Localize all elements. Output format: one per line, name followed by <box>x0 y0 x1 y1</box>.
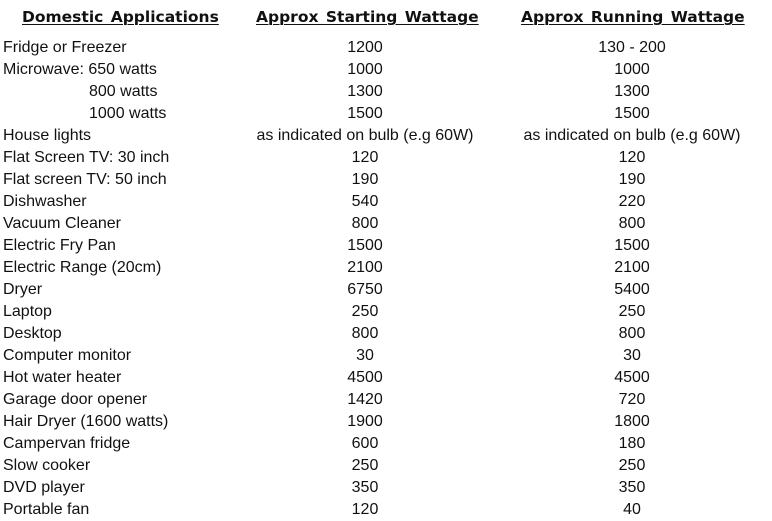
starting-wattage: 1500 <box>347 105 383 122</box>
appliance-name: Hot water heater <box>3 369 122 386</box>
table-row <box>0 235 772 257</box>
table-row <box>0 455 772 477</box>
starting-wattage: as indicated on bulb (e.g 60W) <box>256 127 474 144</box>
table-row <box>0 345 772 367</box>
table-row <box>0 301 772 323</box>
header-starting-wattage: Approx Starting Wattage <box>256 8 479 26</box>
table-row <box>0 389 772 411</box>
running-wattage: 800 <box>618 215 646 232</box>
running-wattage: 1500 <box>614 105 650 122</box>
starting-wattage: 600 <box>351 435 379 452</box>
appliance-name: 1000 watts <box>89 105 167 122</box>
table-row <box>0 213 772 235</box>
running-wattage: 180 <box>618 435 646 452</box>
starting-wattage: 1000 <box>347 61 383 78</box>
running-wattage: 120 <box>618 149 646 166</box>
table-row <box>0 279 772 301</box>
starting-wattage: 540 <box>351 193 379 210</box>
appliance-name: Flat screen TV: 50 inch <box>3 171 167 188</box>
starting-wattage: 1500 <box>347 237 383 254</box>
table-body <box>0 37 772 521</box>
running-wattage: 250 <box>618 457 646 474</box>
table-header <box>0 6 772 30</box>
starting-wattage: 4500 <box>347 369 383 386</box>
running-wattage: 720 <box>618 391 646 408</box>
starting-wattage: 800 <box>351 215 379 232</box>
header-running-wattage: Approx Running Wattage <box>521 8 745 26</box>
table-row <box>0 169 772 191</box>
starting-wattage: 1900 <box>347 413 383 430</box>
appliance-name: Garage door opener <box>3 391 148 408</box>
appliance-name: Portable fan <box>3 501 90 518</box>
table-row <box>0 37 772 59</box>
starting-wattage: 1200 <box>347 39 383 56</box>
appliance-name: House lights <box>3 127 92 144</box>
starting-wattage: 2100 <box>347 259 383 276</box>
appliance-name: Microwave: 650 watts <box>3 61 157 78</box>
running-wattage: 1300 <box>614 83 650 100</box>
starting-wattage: 1420 <box>347 391 383 408</box>
appliance-name: Electric Fry Pan <box>3 237 116 254</box>
table-row <box>0 411 772 433</box>
appliance-name: Dryer <box>3 281 43 298</box>
starting-wattage: 30 <box>356 347 374 364</box>
starting-wattage: 250 <box>351 303 379 320</box>
running-wattage: 1800 <box>614 413 650 430</box>
running-wattage: 1000 <box>614 61 650 78</box>
table-row <box>0 81 772 103</box>
running-wattage: as indicated on bulb (e.g 60W) <box>523 127 741 144</box>
starting-wattage: 190 <box>351 171 379 188</box>
appliance-name: Hair Dryer (1600 watts) <box>3 413 169 430</box>
running-wattage: 2100 <box>614 259 650 276</box>
appliance-name: Desktop <box>3 325 62 342</box>
running-wattage: 350 <box>618 479 646 496</box>
appliance-name: Fridge or Freezer <box>3 39 127 56</box>
table-row <box>0 499 772 521</box>
starting-wattage: 250 <box>351 457 379 474</box>
appliance-name: Vacuum Cleaner <box>3 215 121 232</box>
table-row <box>0 125 772 147</box>
table-row <box>0 59 772 81</box>
table-row <box>0 191 772 213</box>
appliance-name: Laptop <box>3 303 52 320</box>
starting-wattage: 800 <box>351 325 379 342</box>
table-row <box>0 103 772 125</box>
table-row <box>0 477 772 499</box>
starting-wattage: 350 <box>351 479 379 496</box>
starting-wattage: 120 <box>351 501 379 518</box>
table-row <box>0 433 772 455</box>
starting-wattage: 6750 <box>347 281 383 298</box>
running-wattage: 4500 <box>614 369 650 386</box>
appliance-name: Computer monitor <box>3 347 132 364</box>
appliance-name: DVD player <box>3 479 85 496</box>
table-row <box>0 367 772 389</box>
running-wattage: 190 <box>618 171 646 188</box>
running-wattage: 250 <box>618 303 646 320</box>
appliance-name: 800 watts <box>89 83 158 100</box>
appliance-name: Slow cooker <box>3 457 91 474</box>
running-wattage: 30 <box>623 347 641 364</box>
starting-wattage: 1300 <box>347 83 383 100</box>
starting-wattage: 120 <box>351 149 379 166</box>
running-wattage: 800 <box>618 325 646 342</box>
appliance-name: Flat Screen TV: 30 inch <box>3 149 170 166</box>
running-wattage: 220 <box>618 193 646 210</box>
table-row <box>0 323 772 345</box>
header-domestic-applications: Domestic Applications <box>22 8 219 26</box>
table-row <box>0 257 772 279</box>
appliance-name: Dishwasher <box>3 193 87 210</box>
appliance-name: Campervan fridge <box>3 435 131 452</box>
table-row <box>0 147 772 169</box>
running-wattage: 1500 <box>614 237 650 254</box>
running-wattage: 40 <box>623 501 641 518</box>
appliance-name: Electric Range (20cm) <box>3 259 162 276</box>
running-wattage: 5400 <box>614 281 650 298</box>
running-wattage: 130 - 200 <box>598 39 666 56</box>
